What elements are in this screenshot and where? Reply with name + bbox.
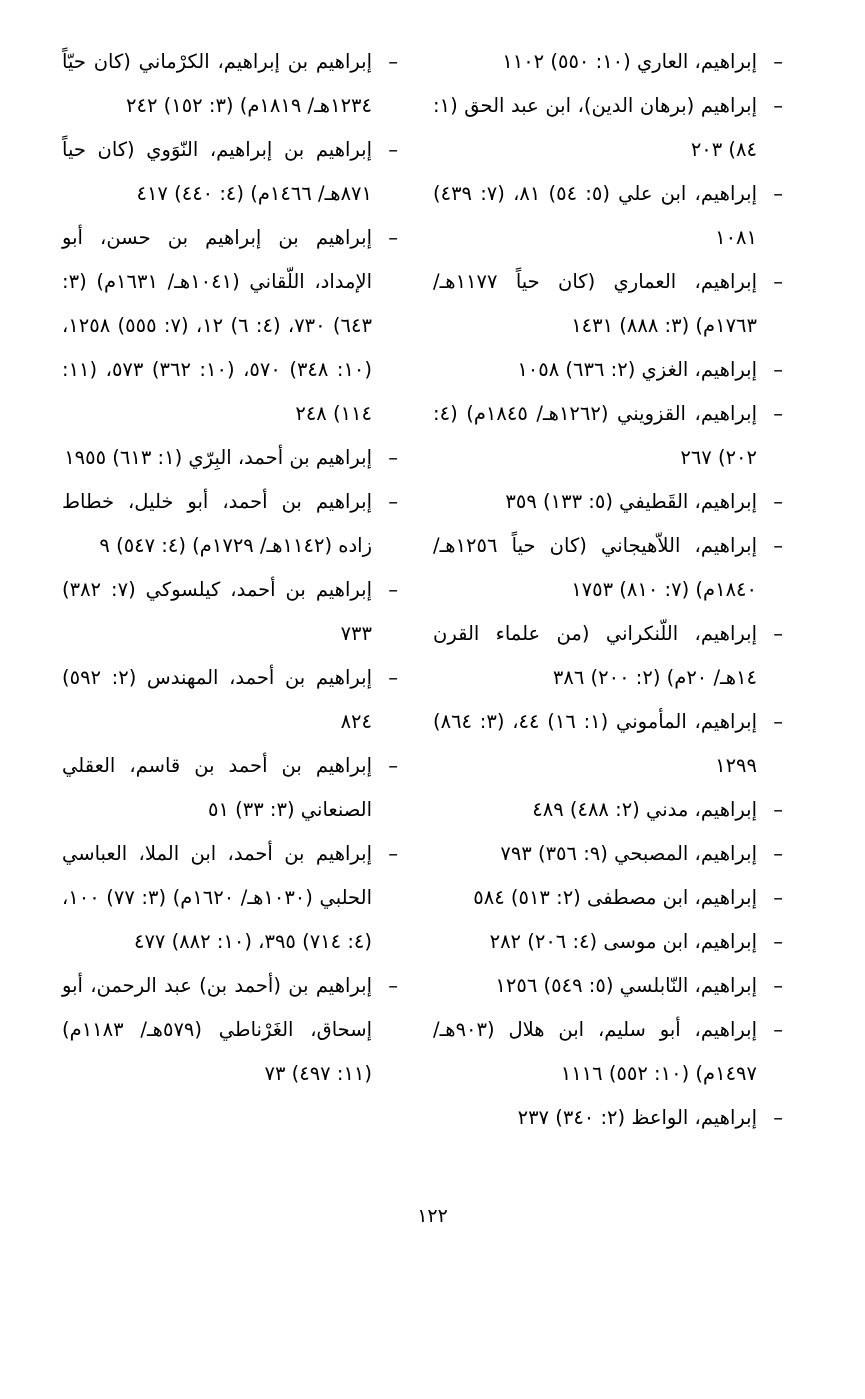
entry-text: إبراهيم بن أحمد، المهندس (٢: ٥٩٢) ٨٢٤ [62,666,372,733]
right-column-entry [433,84,785,172]
entry-text: إبراهيم، المأموني (١: ١٦) ٤٤، (٣: ٨٦٤) ١٢٩٩ [433,710,757,777]
left-column-entry [62,40,400,128]
entry-text: إبراهيم، ابن موسى (٤: ٢٠٦) ٢٨٢ [489,930,757,953]
right-column-entry [433,40,785,84]
entry-dash: – [773,974,783,997]
right-column-entry [433,832,785,876]
entry-dash: – [773,490,783,513]
entry-text: إبراهيم بن إبراهيم، النّوَوي (كان حياً ٨٧١هـ/ ١٤٦٦م) (٤: ٤٤٠) ٤١٧ [62,138,372,205]
right-column-entry [433,700,785,788]
entry-text: إبراهيم، الواعظ (٢: ٣٤٠) ٢٣٧ [517,1106,757,1129]
entry-dash: – [773,358,783,381]
left-column-entry [62,964,400,1096]
entry-dash: – [773,842,783,865]
left-column-entry [62,568,400,656]
entry-text: إبراهيم، اللاّهيجاني (كان حياً ١٢٥٦هـ/ ١٨٤٠م) (٧: ٨١٠) ١٧٥٣ [433,534,757,601]
left-column-entry [62,436,400,480]
entry-text: إبراهيم بن (أحمد بن) عبد الرحمن، أبو إسحاق، الغَرْناطي (٥٧٩هـ/ ١١٨٣م) (١١: ٤٩٧) ٧٣ [62,974,372,1085]
right-column-entry [433,480,785,524]
entry-dash: – [388,446,398,469]
entry-dash: – [773,50,783,73]
entry-text: إبراهيم، النّابلسي (٥: ٥٤٩) ١٢٥٦ [495,974,757,997]
entry-dash: – [388,578,398,601]
entry-text: إبراهيم، ابن علي (٥: ٥٤) ٨١، (٧: ٤٣٩) ١٠٨١ [433,182,757,249]
entry-text: إبراهيم، اللّنكراني (من علماء القرن ١٤هـ/ ٢٠م) (٢: ٢٠٠) ٣٨٦ [433,622,757,689]
entry-dash: – [388,138,398,161]
entry-text: إبراهيم، مدني (٢: ٤٨٨) ٤٨٩ [532,798,757,821]
entry-dash: – [388,666,398,689]
left-column-entry [62,216,400,436]
right-column [433,40,785,1140]
entry-text: إبراهيم بن أحمد، البِرّي (١: ٦١٣) ١٩٥٥ [64,446,372,469]
entry-dash: – [773,270,783,293]
entry-text: إبراهيم، المصبحي (٩: ٣٥٦) ٧٩٣ [500,842,757,865]
entry-dash: – [773,622,783,645]
entry-text: إبراهيم بن أحمد، كيلسوكي (٧: ٣٨٢) ٧٣٣ [62,578,372,645]
entry-text: إبراهيم بن أحمد بن قاسم، العقلي الصنعاني (٣: ٣٣) ٥١ [62,754,372,821]
left-column-entry [62,480,400,568]
entry-text: إبراهيم بن إبراهيم بن حسن، أبو الإمداد، اللّقاني (١٠٤١هـ/ ١٦٣١م) (٣: ٦٤٣) ٧٣٠، (٤: ٦) ١٢، (٧: ٥٥٥) ١٢٥٨، (١٠: ٣٤٨) ٥٧٠، (١٠: ٣٦٢) ٥٧٣، (١١: ١١٤) ٢٤٨ [62,226,373,425]
entry-dash: – [388,974,398,997]
entry-text: إبراهيم (برهان الدين)، ابن عبد الحق (١: ٨٤) ٢٠٣ [433,94,757,161]
entry-text: إبراهيم بن إبراهيم، الكرْماني (كان حيّاً ١٢٣٤هـ/ ١٨١٩م) (٣: ١٥٢) ٢٤٢ [62,50,372,117]
right-column-entry [433,524,785,612]
entry-text: إبراهيم، الغزي (٢: ٦٣٦) ١٠٥٨ [517,358,757,381]
entry-dash: – [773,930,783,953]
entry-dash: – [773,798,783,821]
left-column-entry [62,128,400,216]
right-column-entry [433,876,785,920]
entry-dash: – [388,490,398,513]
entry-text: إبراهيم، العماري (كان حياً ١١٧٧هـ/ ١٧٦٣م) (٣: ٨٨٨) ١٤٣١ [433,270,757,337]
entry-dash: – [773,710,783,733]
right-column-entry [433,788,785,832]
entry-text: إبراهيم، العاري (١٠: ٥٥٠) ١١٠٢ [502,50,757,73]
right-column-entry [433,1096,785,1140]
right-column-entry [433,392,785,480]
right-column-entry [433,348,785,392]
entry-text: إبراهيم، القَطيفي (٥: ١٣٣) ٣٥٩ [505,490,757,513]
entry-dash: – [773,886,783,909]
entry-dash: – [388,50,398,73]
entry-dash: – [773,1106,783,1129]
entry-dash: – [773,94,783,117]
entry-dash: – [773,1018,783,1041]
right-column-entry [433,260,785,348]
entry-dash: – [388,226,398,249]
entry-dash: – [773,534,783,557]
entry-dash: – [773,182,783,205]
entry-dash: – [388,754,398,777]
entry-text: إبراهيم بن أحمد، ابن الملا، العباسي الحلبي (١٠٣٠هـ/ ١٦٢٠م) (٣: ٧٧) ١٠٠، (٤: ٧١٤) ٣٩٥، (١٠: ٨٨٢) ٤٧٧ [62,842,372,953]
right-column-entry [433,172,785,260]
entry-dash: – [388,842,398,865]
left-column-entry [62,656,400,744]
left-column [62,40,400,1096]
entry-text: إبراهيم، القزويني (١٢٦٢هـ/ ١٨٤٥م) (٤: ٢٠٢) ٢٦٧ [433,402,757,469]
right-column-entry [433,920,785,964]
entry-text: إبراهيم بن أحمد، أبو خليل، خطاط زاده (١١٤٢هـ/ ١٧٢٩م) (٤: ٥٤٧) ٩ [62,490,372,557]
left-column-entry [62,832,400,964]
entry-text: إبراهيم، أبو سليم، ابن هلال (٩٠٣هـ/ ١٤٩٧م) (١٠: ٥٥٢) ١١١٦ [433,1018,757,1085]
entry-text: إبراهيم، ابن مصطفى (٢: ٥١٣) ٥٨٤ [473,886,757,909]
left-column-entry [62,744,400,832]
entry-dash: – [773,402,783,425]
right-column-entry [433,964,785,1008]
right-column-entry [433,612,785,700]
page-number: ١٢٢ [417,1205,448,1227]
right-column-entry [433,1008,785,1096]
